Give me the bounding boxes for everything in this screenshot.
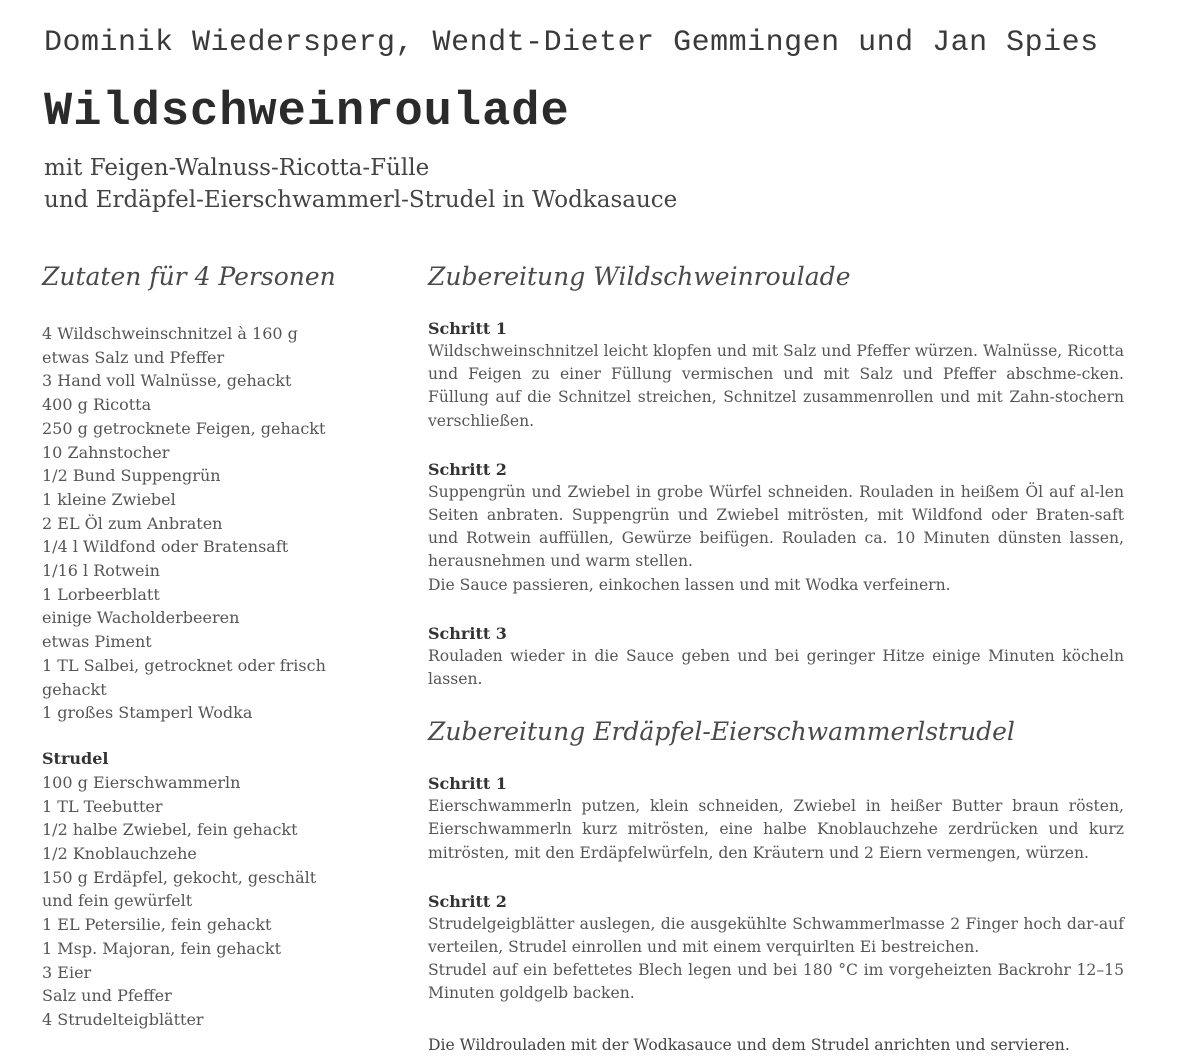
step-title: Schritt 2 <box>428 459 507 479</box>
ingredient-item: 4 Strudelteigblätter <box>42 1009 204 1029</box>
ingredients-heading: Zutaten für 4 Personen <box>42 262 336 291</box>
strudel-heading: Strudel <box>42 748 109 768</box>
ingredient-item: 1 TL Teebutter <box>42 796 163 816</box>
ingredient-item: 3 Hand voll Walnüsse, gehackt <box>42 371 292 391</box>
authors-line: Dominik Wiedersperg, Wendt-Dieter Gemmingen und Jan Spies <box>44 26 1099 60</box>
step-text <box>428 913 1124 1006</box>
ingredient-item: gehackt <box>42 679 107 699</box>
prep-heading-strudel: Zubereitung Erdäpfel-Eierschwammerlstrudel <box>428 717 1015 747</box>
ingredient-item: 100 g Eierschwammerln <box>42 772 241 792</box>
ingredient-item: 400 g Ricotta <box>42 395 152 415</box>
subtitle-line: mit Feigen-Walnuss-Ricotta-Fülle <box>44 155 430 181</box>
subtitle-line: und Erdäpfel-Eierschwammerl-Strudel in Wodkasauce <box>44 187 678 213</box>
step <box>428 623 1124 691</box>
ingredient-item: etwas Salz und Pfeffer <box>42 347 225 367</box>
ingredient-item: 10 Zahnstocher <box>42 442 170 462</box>
step-paragraph: Die Sauce passieren, einkochen lassen und mit Wodka verfeinern. <box>428 575 951 594</box>
step-title: Schritt 2 <box>428 891 507 911</box>
ingredient-item: etwas Piment <box>42 632 152 652</box>
step-title: Schritt 1 <box>428 319 507 338</box>
step <box>428 891 1124 1006</box>
ingredient-item: 1 großes Stamperl Wodka <box>42 703 253 723</box>
ingredient-item: Salz und Pfeffer <box>42 986 172 1006</box>
ingredient-item: 1 kleine Zwiebel <box>42 489 176 509</box>
step-title: Schritt 1 <box>428 774 507 794</box>
step <box>428 773 1124 865</box>
recipe-title: Wildschweinroulade <box>44 86 570 139</box>
step-paragraph: Rouladen wieder in die Sauce geben und bei geringer Hitze einige Minuten köcheln lassen. <box>428 646 1124 689</box>
prep-steps-strudel <box>428 773 1124 1005</box>
step-title: Schritt 3 <box>428 623 507 643</box>
step-paragraph: Wildschweinschnitzel leicht klopfen und mit Salz und Pfeffer würzen. Walnüsse, Ricotta und Feigen zu einer Füllung vermischen und mit Salz und Pfeffer abschme-cken. Füllung auf die Schnitzel streichen, Schnitzel zusammenrollen und mit Zahn-stochern verschließen. <box>428 342 1124 430</box>
step-text <box>428 340 1124 433</box>
strudel-ingredient-list <box>42 771 392 1032</box>
step-paragraph: Suppengrün und Zwiebel in grobe Würfel schneiden. Rouladen in heißem Öl auf al-len Seiten anbraten. Suppengrün und Zwiebel mitrösten, mit Wildfond oder Braten-saft und Rotwein auffüllen, Gewürze beifügen. Rouladen ca. 10 Minuten dünsten lassen, herausnehmen und warm stellen. <box>428 482 1124 571</box>
step-paragraph: Eierschwammerln putzen, klein schneiden, Zwiebel in heißer Butter braun rösten, Eierschwammerln kurz mitrösten, eine halbe Knoblauchzehe zerdrücken und kurz mitrösten, mit den Erdäpfelwürfeln, den Kräutern und 2 Eiern vermengen, würzen. <box>428 797 1124 862</box>
ingredient-item: 1 Msp. Majoran, fein gehackt <box>42 938 281 958</box>
ingredient-item: 4 Wildschweinschnitzel à 160 g <box>42 324 298 343</box>
ingredient-item: 2 EL Öl zum Anbraten <box>42 513 223 533</box>
ingredient-item: 1 Lorbeerblatt <box>42 584 160 604</box>
step <box>428 459 1124 597</box>
step <box>428 318 1124 433</box>
ingredient-item: 150 g Erdäpfel, gekocht, geschält <box>42 867 317 887</box>
ingredient-item: 250 g getrocknete Feigen, gehackt <box>42 418 326 438</box>
step-text <box>428 481 1124 597</box>
step-paragraph: Strudel auf ein befettetes Blech legen und bei 180 °C im vorgeheizten Backrohr 12–15 Minuten goldgelb backen. <box>428 961 1124 1003</box>
ingredient-item: 1 EL Petersilie, fein gehackt <box>42 915 272 935</box>
step-paragraph: Strudelgeigblätter auslegen, die ausgekühlte Schwammerlmasse 2 Finger hoch dar-auf verteilen, Strudel einrollen und mit einem verquirlten Ei bestreichen. <box>428 914 1124 957</box>
ingredient-item: einige Wacholderbeeren <box>42 608 240 628</box>
step-text <box>428 795 1124 865</box>
ingredients-column <box>42 262 392 1032</box>
prep-steps-roulade <box>428 318 1124 691</box>
ingredient-item: und fein gewürfelt <box>42 891 193 911</box>
prep-heading-roulade: Zubereitung Wildschweinroulade <box>428 262 851 291</box>
ingredient-item: 1/2 Knoblauchzehe <box>42 844 197 864</box>
preparation-column <box>428 262 1124 1057</box>
step-text <box>428 645 1124 691</box>
ingredient-list <box>42 322 392 725</box>
recipe-subtitle <box>44 152 844 216</box>
ingredient-item: 1/4 l Wildfond oder Bratensaft <box>42 537 289 557</box>
ingredient-item: 1/16 l Rotwein <box>42 561 160 581</box>
ingredient-item: 1/2 halbe Zwiebel, fein gehackt <box>42 820 298 840</box>
ingredient-item: 1 TL Salbei, getrocknet oder frisch <box>42 655 326 675</box>
ingredient-item: 3 Eier <box>42 962 92 982</box>
ingredient-item: 1/2 Bund Suppengrün <box>42 466 221 486</box>
serving-note: Die Wildrouladen mit der Wodkasauce und dem Strudel anrichten und servieren. <box>428 1035 1070 1054</box>
